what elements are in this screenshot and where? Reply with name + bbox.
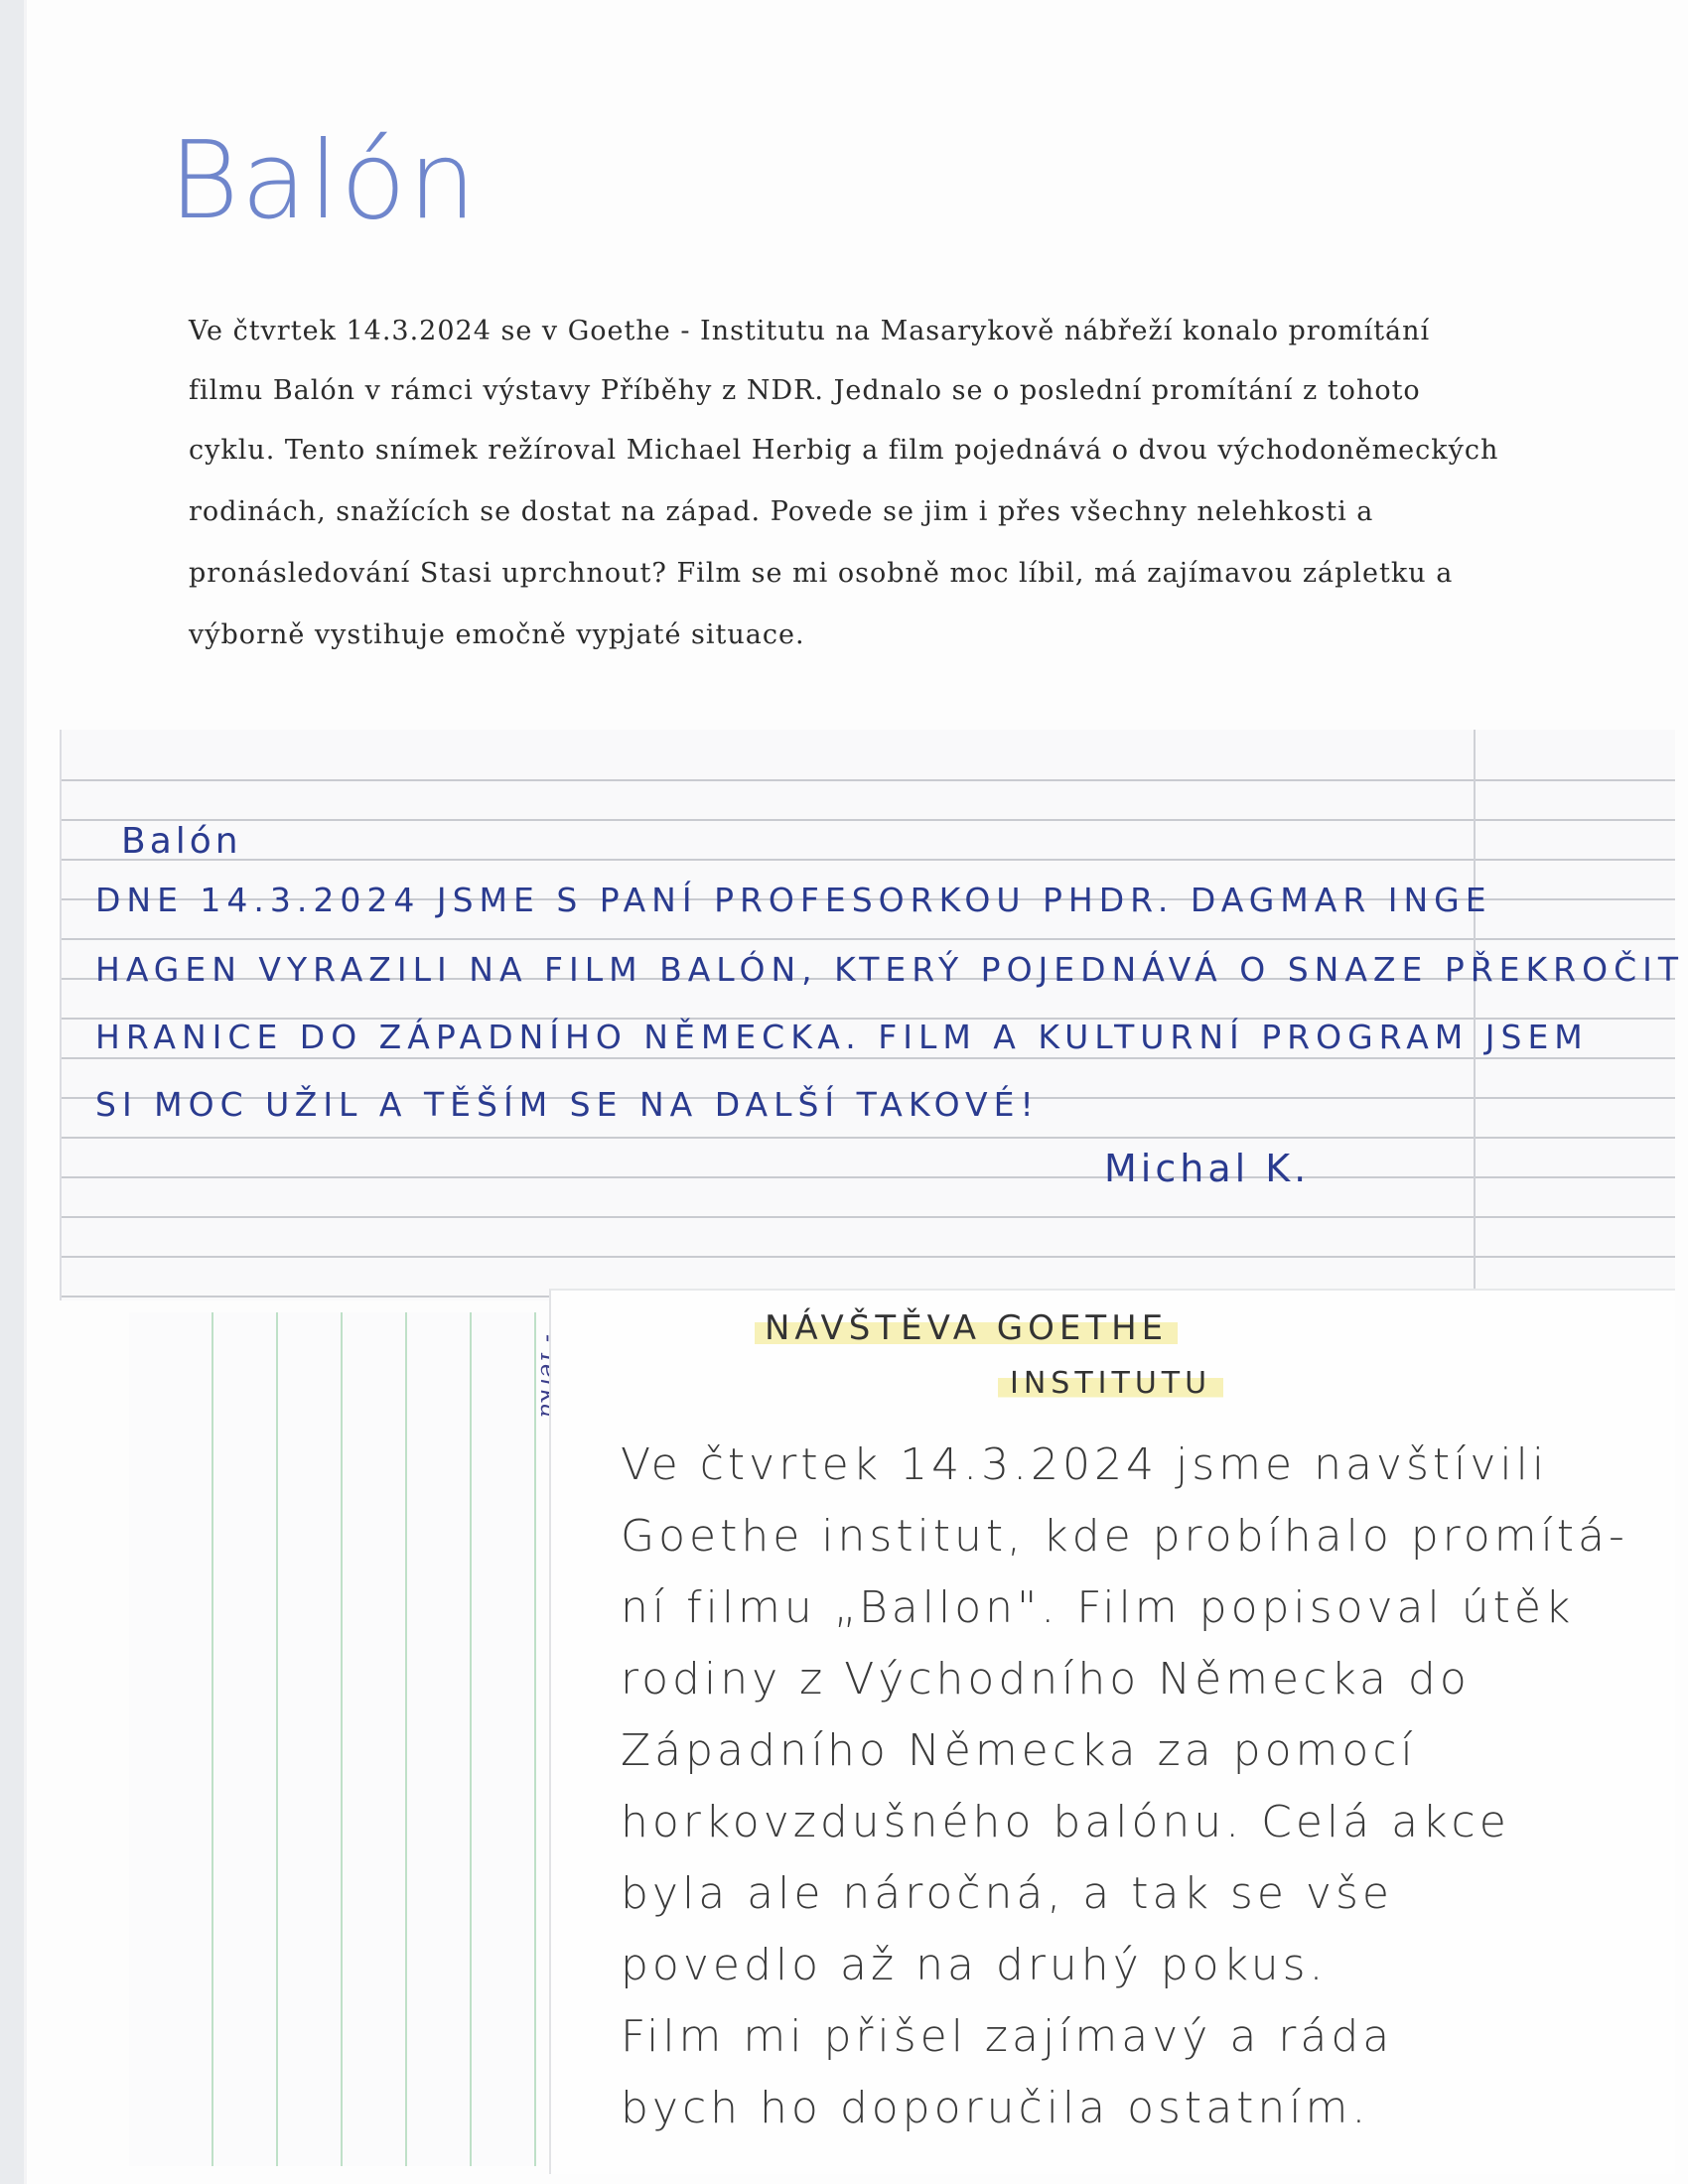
note-2-signature: Michal K. [1104,1147,1311,1190]
note-4-line: byla ale náročná, a tak se vše [621,1868,1393,1919]
note-1-line: rodinách, snažících se dostat na západ. Povede se jim i přes všechny nelehkosti a [189,496,1374,527]
note-4-line: povedlo až na druhý pokus. [621,1940,1328,1990]
note-1-line: cyklu. Tento snímek režíroval Michael Herbig a film pojednává o dvou východoněmeckých [189,435,1499,466]
note-2-line: SI MOC UŽIL A TĚŠÍM SE NA DALŠÍ TAKOVÉ! [95,1085,1040,1124]
note-1-line: pronásledování Stasi uprchnout? Film se mi osobně moc líbil, má zajímavou zápletku a [189,558,1454,589]
note-1-line: filmu Balón v rámci výstavy Příběhy z NDR. Jednalo se o poslední promítání z tohoto [189,375,1421,406]
scan-edge [0,0,24,2184]
note-1-title: Balón [169,119,479,243]
note-1-line: výborně vystihuje emočně vypjaté situace. [189,619,805,650]
note-4-line: Film mi přišel zajímavý a ráda [621,2011,1394,2062]
note-4-line: Goethe institut, kde probíhalo promítá- [621,1511,1628,1562]
note-2-margin-line [1474,730,1476,1300]
note-2-line: HRANICE DO ZÁPADNÍHO NĚMECKA. FILM A KULTURNÍ PROGRAM JSEM [95,1018,1589,1056]
note-2-title: Balón [121,821,242,862]
note-2-line: DNE 14.3.2024 JSME S PANÍ PROFESORKOU PHDR. DAGMAR INGE [95,881,1492,919]
note-2 [60,730,1684,1300]
note-3 [129,1312,536,2166]
note-4-line: rodiny z Východního Německa do [621,1654,1471,1705]
note-1-line: Ve čtvrtek 14.3.2024 se v Goethe - Institutu na Masarykově nábřeží konalo promítání [189,316,1431,346]
note-4-line: horkovzdušného balónu. Celá akce [621,1797,1510,1847]
note-4-line: ní filmu „Ballon". Film popisoval útěk [621,1582,1575,1633]
note-4-line: Západního Německa za pomocí [621,1725,1417,1776]
note-4 [549,1289,1675,2174]
note-4-title-continued: INSTITUTU [998,1366,1223,1401]
note-4-line: Ve čtvrtek 14.3.2024 jsme navštívili [621,1439,1549,1490]
scan-edge-highlight [24,0,27,2184]
note-4-title: NÁVŠTĚVA GOETHE [755,1308,1178,1348]
note-2-line: HAGEN VYRAZILI NA FILM BALÓN, KTERÝ POJEDNÁVÁ O SNAZE PŘEKROČIT [95,950,1684,989]
note-4-line: bych ho doporučila ostatním. [621,2083,1370,2133]
